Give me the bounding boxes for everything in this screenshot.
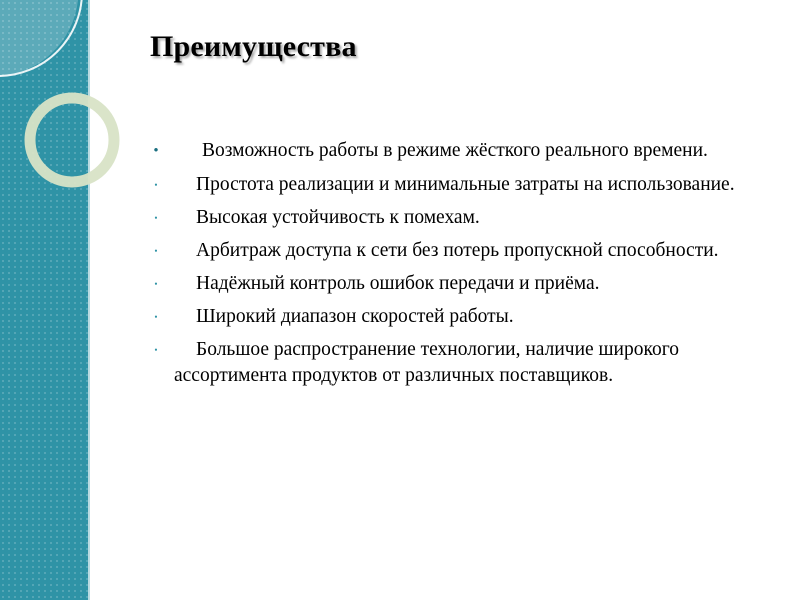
decorative-thick-ring xyxy=(30,98,114,182)
bullet-icon: • xyxy=(154,213,158,223)
list-item xyxy=(148,138,778,164)
bullet-icon: • xyxy=(154,279,158,289)
list-item xyxy=(148,337,778,389)
list-item xyxy=(148,205,778,231)
list-item-text: Широкий диапазон скоростей работы. xyxy=(196,306,514,327)
bullet-icon: • xyxy=(154,312,158,322)
list-item-text: Арбитраж доступа к сети без потерь пропускной способности. xyxy=(196,240,719,261)
list-item-text: Надёжный контроль ошибок передачи и приёма. xyxy=(196,273,600,294)
bullet-icon: • xyxy=(154,180,158,190)
list-item xyxy=(148,172,778,198)
list-item xyxy=(148,238,778,264)
list-item xyxy=(148,304,778,330)
list-item-text: Большое распространение технологии, наличие широкого ассортимента продуктов от различных поставщиков. xyxy=(174,339,679,386)
list-item xyxy=(148,271,778,297)
bullet-icon: • xyxy=(154,246,158,256)
bullet-list xyxy=(148,138,778,396)
bullet-icon: • xyxy=(153,143,159,159)
decorative-rings xyxy=(0,0,160,220)
list-item-text: Возможность работы в режиме жёсткого реального времени. xyxy=(202,140,708,161)
list-item-text: Высокая устойчивость к помехам. xyxy=(196,207,480,228)
slide-title: Преимущества xyxy=(150,30,357,63)
bullet-icon: • xyxy=(154,345,158,355)
list-item-text: Простота реализации и минимальные затраты на использование. xyxy=(196,174,735,195)
